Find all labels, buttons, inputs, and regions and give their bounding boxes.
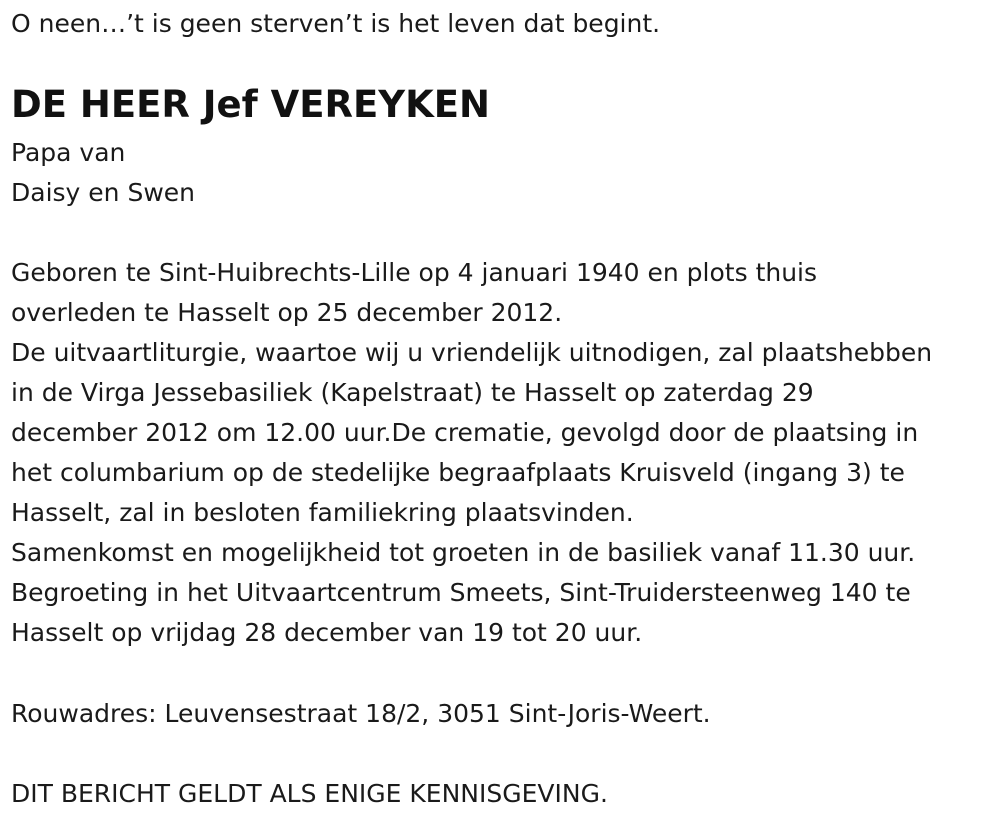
deceased-name: DE HEER Jef VEREYKEN bbox=[11, 83, 490, 126]
body-line: Samenkomst en mogelijkheid tot groeten in de basiliek vanaf 11.30 uur. bbox=[11, 538, 916, 567]
body-line: Hasselt, zal in besloten familiekring plaatsvinden. bbox=[11, 498, 634, 527]
family-line: Daisy en Swen bbox=[11, 178, 195, 207]
body-line: het columbarium op de stedelijke begraafplaats Kruisveld (ingang 3) te bbox=[11, 458, 905, 487]
body-line: december 2012 om 12.00 uur.De crematie, gevolgd door de plaatsing in bbox=[11, 418, 919, 447]
body-line: in de Virga Jessebasiliek (Kapelstraat) te Hasselt op zaterdag 29 bbox=[11, 378, 814, 407]
body-line: De uitvaartliturgie, waartoe wij u vriendelijk uitnodigen, zal plaatshebben bbox=[11, 338, 933, 367]
motto-quote: O neen…’t is geen sterven’t is het leven dat begint. bbox=[11, 9, 661, 38]
mourning-address bbox=[11, 694, 711, 734]
notice-statement bbox=[11, 774, 608, 814]
body-line: Begroeting in het Uitvaartcentrum Smeets, Sint-Truidersteenweg 140 te bbox=[11, 578, 911, 607]
body-line: Geboren te Sint-Huibrechts-Lille op 4 januari 1940 en plots thuis bbox=[11, 258, 818, 287]
announcement-body bbox=[11, 253, 932, 653]
body-line: overleden te Hasselt op 25 december 2012. bbox=[11, 298, 563, 327]
family-block bbox=[11, 133, 195, 213]
notice-line: DIT BERICHT GELDT ALS ENIGE KENNISGEVING. bbox=[11, 779, 608, 808]
address-line: Rouwadres: Leuvensestraat 18/2, 3051 Sint-Joris-Weert. bbox=[11, 699, 711, 728]
family-line: Papa van bbox=[11, 138, 126, 167]
body-line: Hasselt op vrijdag 28 december van 19 tot 20 uur. bbox=[11, 618, 643, 647]
